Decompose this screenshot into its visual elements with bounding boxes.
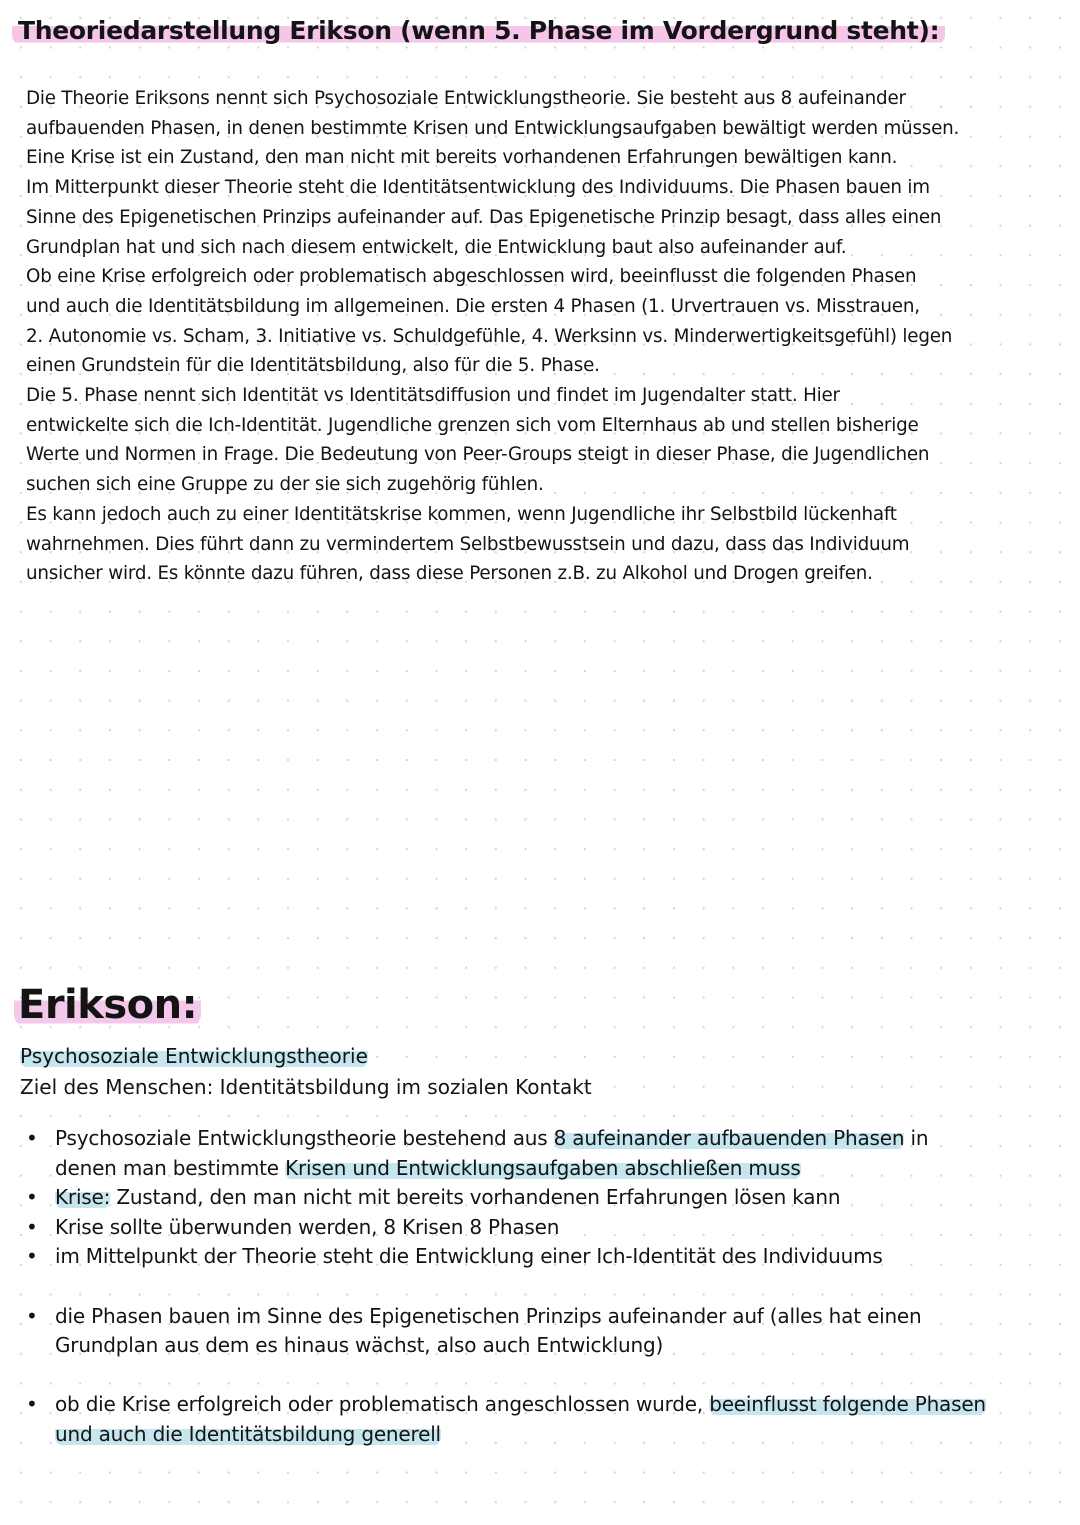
list-item-line [55, 1183, 1080, 1213]
paragraph-line: Die Theorie Eriksons nennt sich Psychosoziale Entwicklungstheorie. Sie besteht aus 8 aufeinander [26, 88, 906, 109]
highlighted-text: beeinflusst folgende Phasen [709, 1392, 986, 1417]
text-segment: ob die Krise erfolgreich oder problematisch angeschlossen wurde, [55, 1392, 710, 1417]
bullet-icon: • [26, 1392, 38, 1417]
highlighted-text: Krisen und Entwicklungsaufgaben abschließen muss [285, 1155, 801, 1180]
list-item-line [55, 1242, 1080, 1272]
text-segment: im Mittelpunkt der Theorie steht die Entwicklung einer Ich-Identität des Individuums [55, 1244, 883, 1269]
bullet-icon: • [26, 1303, 38, 1328]
text-segment: Grundplan aus dem es hinaus wächst, also auch Entwicklung) [55, 1333, 664, 1358]
subtitle-text: Psychosoziale Entwicklungstheorie [20, 1044, 368, 1068]
paragraph-line: Werte und Normen in Frage. Die Bedeutung von Peer-Groups steigt in dieser Phase, die Jugendlichen [26, 444, 930, 466]
highlighted-text: und auch die Identitätsbildung generell [55, 1421, 441, 1446]
highlighted-text: Krise: [55, 1185, 111, 1210]
paragraph-line: entwickelte sich die Ich-Identität. Jugendliche grenzen sich vom Elternhaus ab und stellen bisherige [26, 414, 919, 436]
list-item-line [55, 1213, 1080, 1243]
bullet-icon: • [26, 1185, 38, 1210]
spacer [0, 1272, 1080, 1302]
paragraph-line: wahrnehmen. Dies führt dann zu vermindertem Selbstbewusstsein und dazu, dass das Individuum [26, 533, 910, 555]
bullet-icon: • [26, 1214, 38, 1239]
list-item [0, 1242, 1080, 1272]
list-item-line [55, 1331, 1080, 1361]
list-item [0, 1213, 1080, 1243]
text-segment: denen man bestimmte [55, 1155, 286, 1180]
paragraph-line: und auch die Identitätsbildung im allgemeinen. Die ersten 4 Phasen (1. Urvertrauen vs. Misstrauen, [26, 295, 920, 317]
paragraph-line: Grundplan hat und sich nach diesem entwickelt, die Entwicklung baut also aufeinander auf. [26, 236, 847, 258]
paragraph-line: Die 5. Phase nennt sich Identität vs Identitätsdiffusion und findet im Jugendalter statt. Hier [26, 385, 840, 407]
text-segment: Zustand, den man nicht mit bereits vorhandenen Erfahrungen lösen kann [110, 1185, 841, 1210]
list-item-line [55, 1390, 1080, 1420]
goal-line: Ziel des Menschen: Identitätsbildung im sozialen Kontakt [20, 1075, 592, 1099]
section-title [18, 16, 945, 45]
list-item [0, 1183, 1080, 1213]
paragraph-line: Eine Krise ist ein Zustand, den man nicht mit bereits vorhandenen Erfahrungen bewältigen kann. [26, 147, 898, 169]
title-text: Theoriedarstellung Erikson (wenn 5. Phase im Vordergrund steht): [12, 16, 945, 45]
bullet-list [0, 1124, 1080, 1450]
paragraph-line: Im Mitterpunkt dieser Theorie steht die Identitätsentwicklung des Individuums. Die Phasen bauen im [26, 177, 930, 199]
spacer [0, 1361, 1080, 1391]
list-item-line [55, 1420, 1080, 1450]
text-segment: die Phasen bauen im Sinne des Epigenetischen Prinzips aufeinander auf (alles hat einen [55, 1303, 922, 1328]
list-item-line [55, 1124, 1080, 1154]
paragraph-line: aufbauenden Phasen, in denen bestimmte Krisen und Entwicklungsaufgaben bewältigt werden müssen. [26, 117, 960, 139]
bullet-icon: • [26, 1126, 38, 1150]
paragraph-line: einen Grundstein für die Identitätsbildung, also für die 5. Phase. [26, 355, 600, 377]
subtitle [20, 1044, 368, 1068]
list-item-line [55, 1302, 1080, 1332]
text-segment: Psychosoziale Entwicklungstheorie bestehend aus [55, 1126, 554, 1150]
paragraph-line: unsicher wird. Es könnte dazu führen, dass diese Personen z.B. zu Alkohol und Drogen greifen. [26, 563, 873, 585]
text-segment: Krise sollte überwunden werden, 8 Krisen 8 Phasen [55, 1214, 560, 1239]
erikson-heading [18, 982, 201, 1028]
paragraph-line: 2. Autonomie vs. Scham, 3. Initiative vs. Schuldgefühle, 4. Werksinn vs. Minderwertigkeitsgefühl) legen [26, 325, 953, 347]
list-item-line [55, 1154, 1080, 1184]
paragraph-line: Es kann jedoch auch zu einer Identitätskrise kommen, wenn Jugendliche ihr Selbstbild lückenhaft [26, 503, 897, 525]
list-item [0, 1124, 1080, 1183]
list-item [0, 1302, 1080, 1361]
paragraph-line: Sinne des Epigenetischen Prinzips aufeinander auf. Das Epigenetische Prinzip besagt, dass alles einen [26, 206, 942, 228]
theory-paragraph [26, 84, 1066, 589]
paragraph-line: suchen sich eine Gruppe zu der sie sich zugehörig fühlen. [26, 474, 544, 496]
heading-text: Erikson: [14, 982, 201, 1028]
bullet-icon: • [26, 1244, 38, 1269]
paragraph-line: Ob eine Krise erfolgreich oder problematisch abgeschlossen wird, beeinflusst die folgenden Phasen [26, 266, 917, 288]
text-segment: in [904, 1126, 929, 1150]
highlighted-text: 8 aufeinander aufbauenden Phasen [553, 1126, 905, 1150]
list-item [0, 1390, 1080, 1449]
